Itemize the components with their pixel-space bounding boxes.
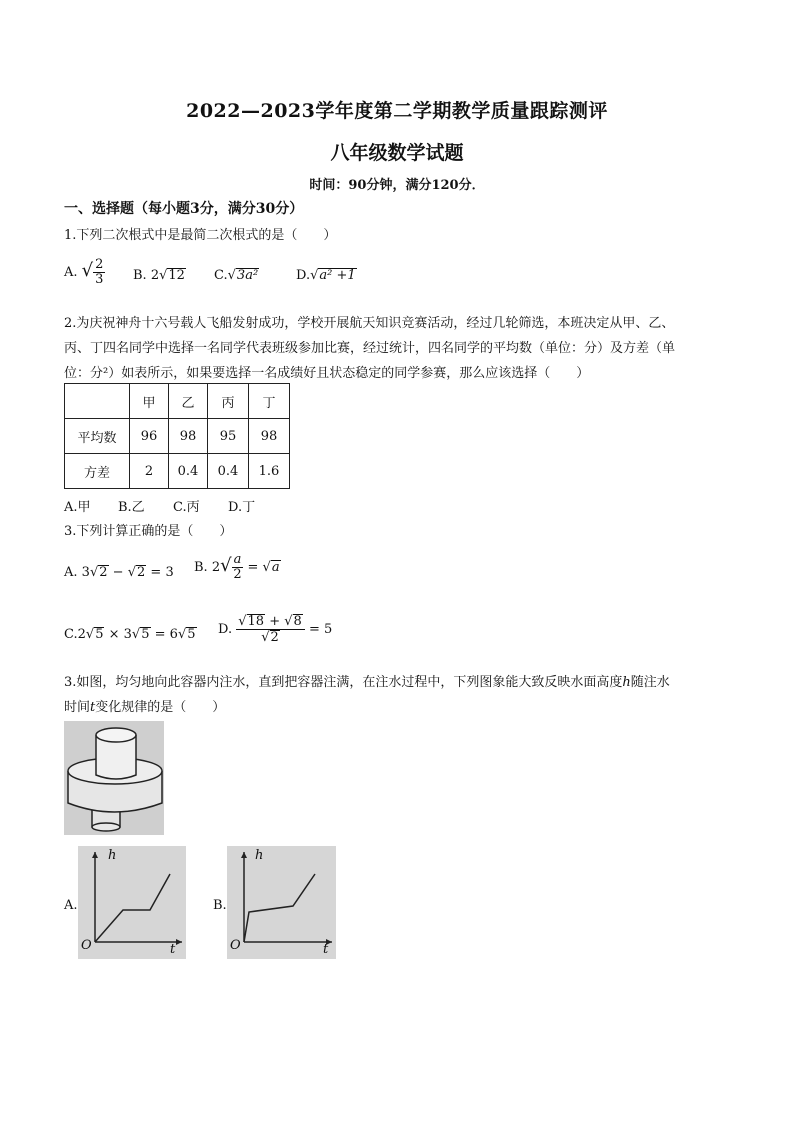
q3-option-c: C.2√5 × 3√5 = 6√5 [64, 627, 196, 642]
container-figure [64, 721, 164, 835]
table-header-yi: 乙 [169, 384, 208, 419]
graph-b-drawing [227, 846, 336, 959]
question-2-line2: 丙、丁四名同学中选择一名同学代表班级参加比赛，经过统计，四名同学的平均数（单位：分）及方差（单 [64, 341, 676, 356]
question-3-stem: 3.下列计算正确的是（ ） [64, 524, 233, 539]
section-heading: 一、选择题（每小题3分，满分30分） [64, 201, 304, 217]
graph-a [78, 846, 186, 959]
table-cell: 98 [169, 419, 208, 454]
graph-b [227, 846, 336, 959]
q2-option-c: C.丙 [173, 500, 200, 515]
q1-option-a: A. √ $\frac{2}{3}$ [64, 257, 104, 287]
question-4-line2: 时间t变化规律的是（ ） [64, 700, 226, 715]
graph-b-y-label: h [255, 848, 264, 863]
table-row [65, 454, 290, 489]
container-drawing [64, 721, 164, 835]
table-cell [65, 384, 130, 419]
question-1-stem: 1.下列二次根式中是最简二次根式的是（ ） [64, 228, 337, 243]
table-row [65, 419, 290, 454]
question-4-line1: 3.如图，均匀地向此容器内注水，直到把容器注满，在注水过程中，下列图象能大致反映水面高度h随注水 [64, 675, 670, 690]
table-cell: 1.6 [249, 454, 290, 489]
table-cell: 98 [249, 419, 290, 454]
q2-option-b: B.乙 [118, 500, 145, 515]
table-header-row [65, 384, 290, 419]
table-cell: 2 [130, 454, 169, 489]
table-row-label: 平均数 [65, 419, 130, 454]
score-table [64, 383, 290, 489]
q2-option-d: D.丁 [228, 500, 256, 515]
q2-option-a: A.甲 [64, 500, 91, 515]
q3-option-a: A. 3√2 − √2 = 3 [64, 565, 174, 580]
table-cell: 0.4 [208, 454, 249, 489]
question-2-line3: 位：分²）如表所示，如果要选择一名成绩好且状态稳定的同学参赛，那么应该选择（ ） [64, 366, 590, 381]
graph-a-origin: O [81, 938, 92, 953]
table-header-ding: 丁 [249, 384, 290, 419]
q3-option-d: D. $\frac{√18 + √8}{√2}$ = 5 [218, 614, 333, 645]
graph-a-y-label: h [108, 848, 117, 863]
graph-b-origin: O [230, 938, 241, 953]
q4-option-a-label: A. [64, 898, 78, 913]
q3-option-b: B. 2√ $\frac{a}{2}$ = √a [194, 552, 280, 582]
exam-title: 2022—2023学年度第二学期教学质量跟踪测评 [186, 100, 608, 122]
graph-b-x-label: t [323, 942, 329, 957]
table-cell: 95 [208, 419, 249, 454]
graph-a-x-label: t [170, 942, 176, 957]
table-cell: 96 [130, 419, 169, 454]
q1-option-c: C.√3a² [214, 268, 259, 283]
q1-option-d: D.√a² +1 [296, 268, 356, 283]
table-row-label: 方差 [65, 454, 130, 489]
table-header-bing: 丙 [208, 384, 249, 419]
table-header-jia: 甲 [130, 384, 169, 419]
q4-option-b-label: B. [213, 898, 227, 913]
table-cell: 0.4 [169, 454, 208, 489]
exam-subtitle: 八年级数学试题 [330, 142, 464, 164]
exam-meta: 时间：90分钟，满分120分． [309, 178, 485, 193]
q1-option-b: B. 2√12 [133, 268, 185, 283]
question-2-line1: 2.为庆祝神舟十六号载人飞船发射成功，学校开展航天知识竞赛活动，经过几轮筛选，本班决定从甲、乙、 [64, 316, 675, 331]
